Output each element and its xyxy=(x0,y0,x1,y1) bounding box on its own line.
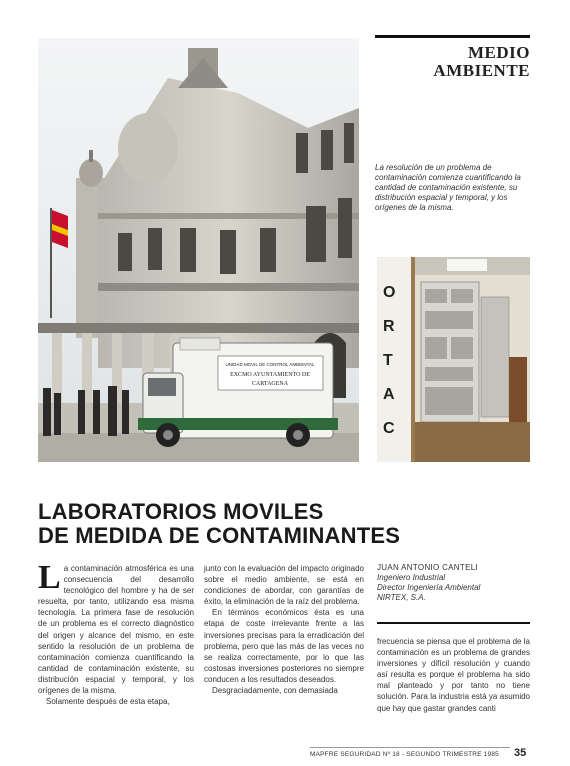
author-role-1: Ingeniero Industrial xyxy=(377,573,446,582)
van-sign-line-1: UNIDAD MOVIL DE CONTROL AMBIENTAL xyxy=(225,362,315,367)
side-photo-letter-5: C xyxy=(383,420,395,437)
photo-lab-interior xyxy=(377,257,530,462)
col2-paragraph-1: junto con la evaluación del impacto originado sobre el medio ambiente, se está en condiciones de abordar, con garantías de éxito, la eliminación de la raíz del problema. xyxy=(204,564,364,607)
author-company: NIRTEX, S.A. xyxy=(377,593,426,602)
body-column-1 xyxy=(38,559,194,707)
page-number: 35 xyxy=(514,747,527,759)
section-rule xyxy=(375,35,530,38)
section-title-line-2: AMBIENTE xyxy=(433,61,530,80)
col2-paragraph-2: En términos económicos ésta es una etapa de coste irrelevante frente a las inversiones precisas para la erradicación del problema, pero que las más de las veces no se realiza correctamente, por lo que las costosas inversiones posteriores no siempre conducen a los resultados deseados. xyxy=(204,608,364,684)
col1-paragraph-1 xyxy=(38,559,194,696)
col1-paragraph-1-text: a contaminación atmosférica es una consecuencia del desarrollo tecnológico del hombre y ha de ser resuelta, por tanto, utilizando esa misma tecnología. La primera fase de resolución de un problema es el correcto diagnóstico del origen y alcance del mismo, en este sentido la resolución de un problema de contaminación comienza cuantificando la cantidad de contaminación existente, su distribución espacial y temporal, y los orígenes de la misma. xyxy=(38,564,194,696)
footer-rule xyxy=(310,747,510,748)
drop-cap: L xyxy=(38,559,61,596)
body-column-2 xyxy=(204,563,364,696)
section-title xyxy=(375,44,530,80)
van-sign-line-2: EXCMO AYUNTAMIENTO DE xyxy=(230,372,310,378)
footer-publication: MAPFRE SEGURIDAD Nº 18 - SEGUNDO TRIMESTRE 1985 xyxy=(310,751,499,758)
photo-city-hall-illustration xyxy=(38,38,359,462)
author-name: JUAN ANTONIO CANTELI xyxy=(377,563,478,572)
headline-line-1: LABORATORIOS MOVILES xyxy=(38,499,324,524)
van-sign-line-3: CARTAGENA xyxy=(251,381,289,387)
col3-paragraph-1: frecuencia se piensa que el problema de la contaminación es un problema de grandes inversiones y difícil resolución y cuando así resulta es porque el problema ha sido mal planteado y por tanto no tiene solución. Para la industria está ya asumido que hay que gastar grandes canti xyxy=(377,637,530,713)
side-photo-letter-3: T xyxy=(383,352,393,369)
side-photo-letter-1: O xyxy=(383,284,396,301)
col2-paragraph-3: Desgraciadamente, con demasiada xyxy=(212,686,338,696)
side-photo-letter-4: A xyxy=(383,386,395,403)
author-block xyxy=(377,563,530,603)
author-role-2: Director Ingeniería Ambiental xyxy=(377,583,481,592)
body-column-3 xyxy=(377,636,530,714)
photo-city-hall-mobile-lab xyxy=(38,38,359,462)
headline-line-2: DE MEDIDA DE CONTAMINANTES xyxy=(38,523,401,548)
section-title-line-1: MEDIO xyxy=(468,43,530,62)
article-headline xyxy=(38,500,538,548)
column-3-rule xyxy=(377,622,530,624)
photo-lab-interior-illustration xyxy=(377,257,530,462)
col1-paragraph-2: Solamente después de esta etapa, xyxy=(46,697,170,707)
side-photo-letter-2: R xyxy=(383,318,395,335)
photo-caption: La resolución de un problema de contaminación comienza cuantificando la cantidad de contaminación existente, su distribución espacial y temporal, y los orígenes de la misma. xyxy=(375,163,521,212)
